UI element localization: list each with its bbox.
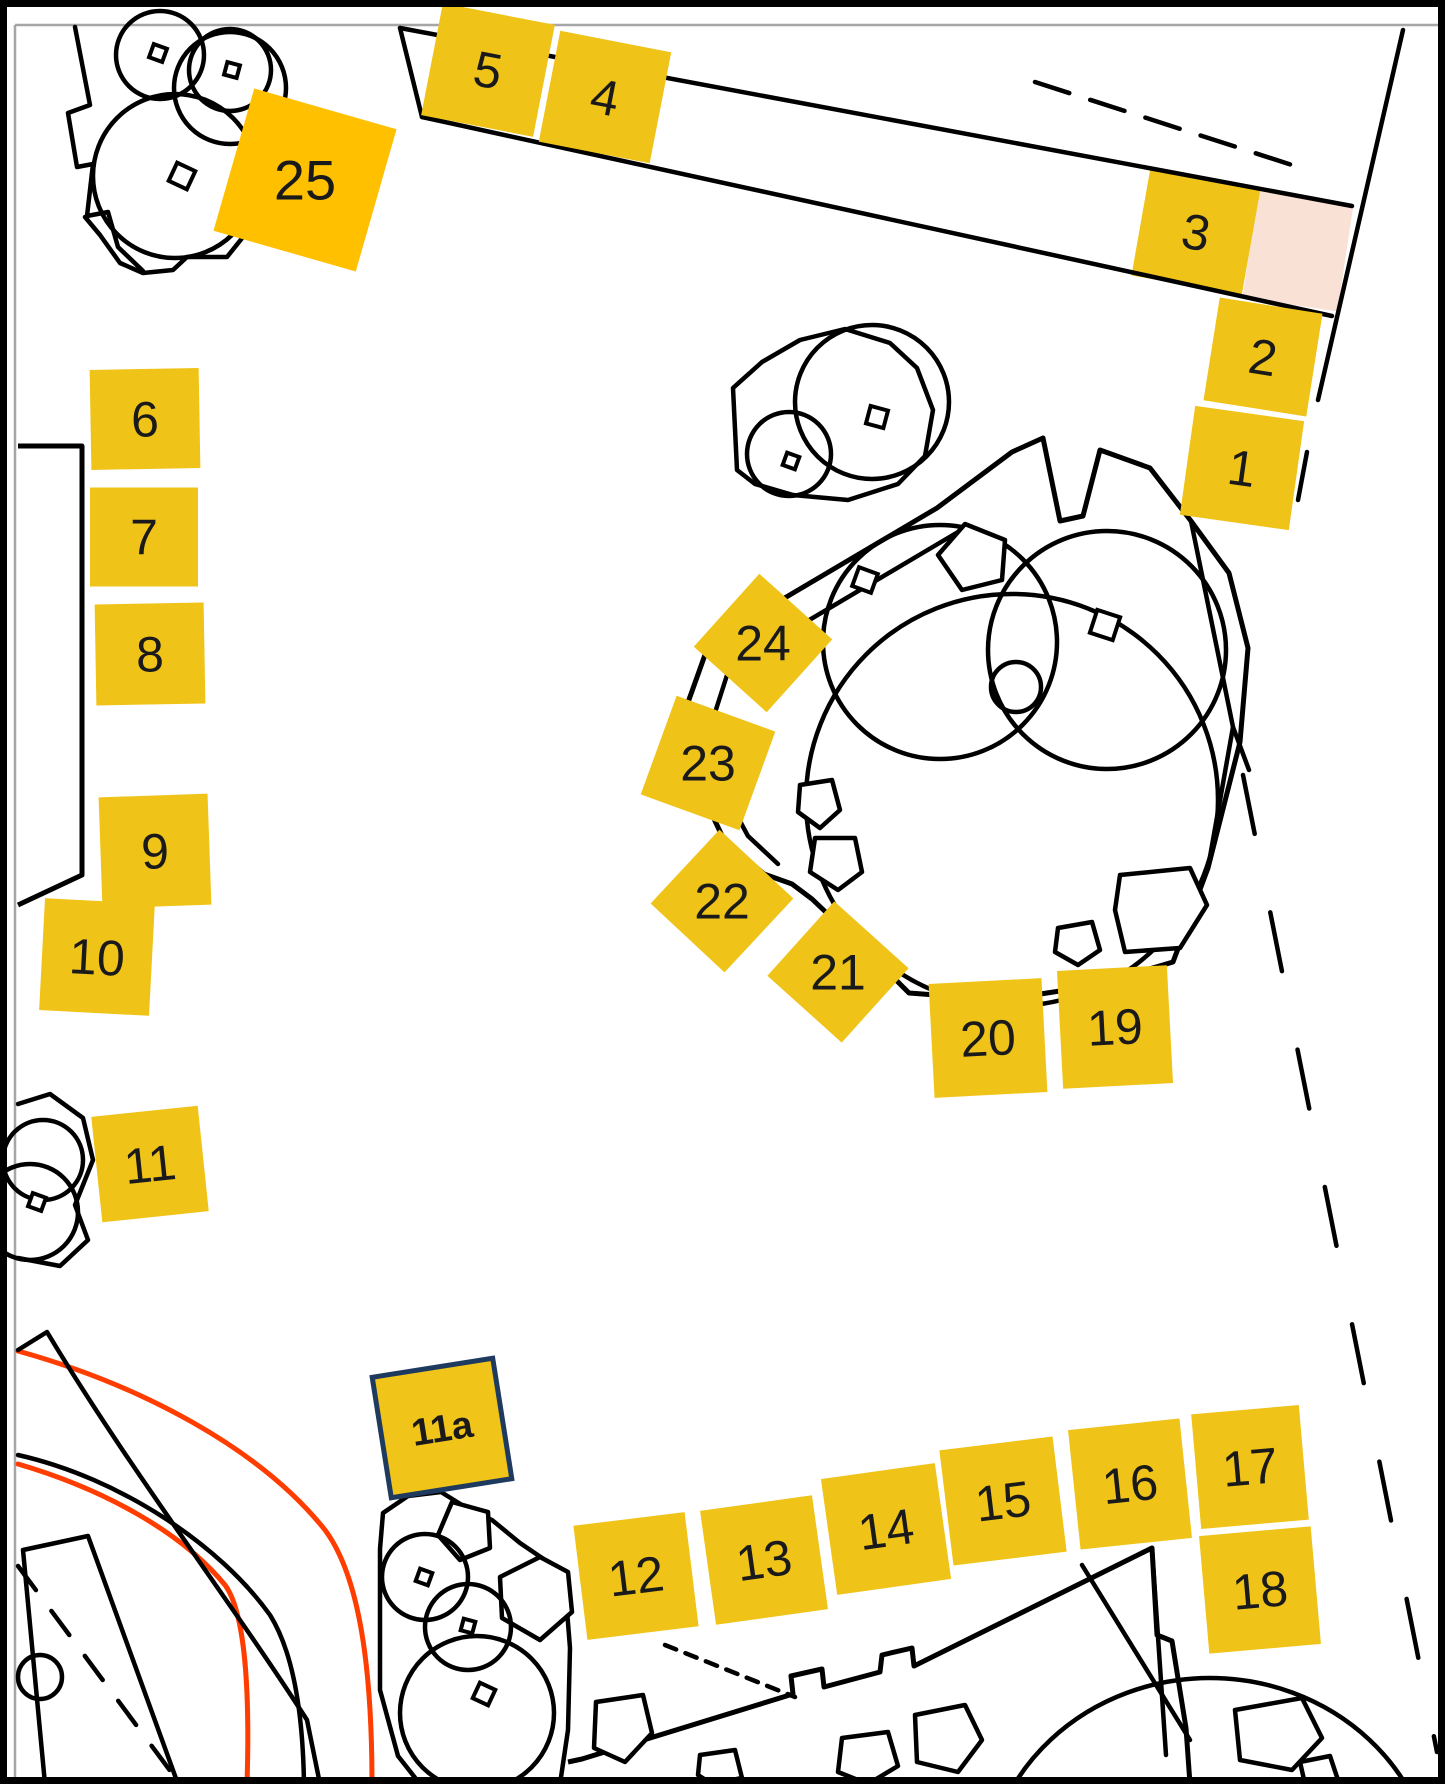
tree-canopy <box>988 531 1226 769</box>
reserved-plot-square[interactable] <box>1243 190 1354 311</box>
plot-marker-16[interactable] <box>1068 1418 1192 1549</box>
plot-marker-15[interactable] <box>939 1436 1066 1565</box>
plot-label: 12 <box>605 1545 668 1608</box>
tree-trunk-icon <box>169 163 196 190</box>
plot-label: 21 <box>810 944 866 1001</box>
tree-trunk-icon <box>1090 610 1120 640</box>
plot-marker-1[interactable] <box>1180 406 1304 530</box>
rock-shape <box>938 524 1005 590</box>
plot-marker-13[interactable] <box>700 1495 828 1625</box>
plot-label: 13 <box>732 1528 796 1593</box>
bottom-left-linework <box>18 1332 320 1784</box>
plot-marker-21[interactable] <box>767 901 908 1042</box>
rock-shape <box>838 1732 898 1784</box>
plot-marker-24[interactable] <box>694 574 832 712</box>
building-line <box>1152 1548 1166 1755</box>
rock-shape <box>798 780 840 828</box>
small-circle <box>991 662 1041 712</box>
plot-marker-25[interactable] <box>213 88 396 271</box>
plot-marker-12[interactable] <box>573 1512 698 1640</box>
plot-marker-11[interactable] <box>91 1106 208 1223</box>
plot-marker-4[interactable] <box>539 31 671 163</box>
red-path-inner <box>18 1464 248 1784</box>
road-left-cap <box>400 28 422 117</box>
plot-marker-18[interactable] <box>1199 1526 1321 1653</box>
rock-shape <box>594 1695 652 1762</box>
plot-label: 24 <box>735 615 791 672</box>
red-path-outer <box>18 1351 372 1784</box>
plot-label: 17 <box>1219 1437 1281 1498</box>
plot-label: 22 <box>694 873 750 930</box>
plot-label: 4 <box>585 67 624 128</box>
plot-marker-23[interactable] <box>641 696 776 831</box>
red-paths <box>18 1351 372 1784</box>
rock-shape <box>810 838 862 890</box>
tree-canopy-large <box>985 1678 1435 1784</box>
plot-label: 15 <box>972 1470 1035 1533</box>
tree-trunk-icon <box>224 62 240 78</box>
plot-marker-8[interactable] <box>95 603 206 706</box>
plot-marker-22[interactable] <box>651 830 794 973</box>
plot-marker-19[interactable] <box>1057 965 1173 1089</box>
plot-label: 9 <box>140 823 170 880</box>
plot-label: 10 <box>67 928 127 987</box>
tree-trunk-icon <box>461 1619 476 1634</box>
plot-label: 3 <box>1177 202 1215 263</box>
plot-label: 1 <box>1224 438 1260 499</box>
plot-marker-11a[interactable] <box>372 1358 512 1498</box>
tree-group-bottom-right <box>985 1678 1435 1784</box>
rock-shape <box>438 1502 490 1560</box>
plot-marker-2[interactable] <box>1204 298 1323 417</box>
plot-marker-14[interactable] <box>821 1463 951 1595</box>
tree-trunk-icon <box>852 567 878 593</box>
plot-label: 16 <box>1099 1453 1161 1516</box>
plot-label: 6 <box>130 391 160 448</box>
plot-marker-9[interactable] <box>99 794 212 909</box>
plot-label: 23 <box>680 735 736 792</box>
boundary-dash-segment <box>1298 452 1307 500</box>
plot-label: 11 <box>121 1133 179 1196</box>
plot-label: 5 <box>468 40 507 101</box>
plot-label: 7 <box>130 509 158 566</box>
tree-trunk-icon <box>28 1193 46 1211</box>
left-building-outline <box>18 446 82 905</box>
dashed-connector <box>665 1645 795 1697</box>
tree-group-middle <box>733 325 949 500</box>
plot-label: 8 <box>135 626 165 683</box>
plot-marker-5[interactable] <box>421 3 555 137</box>
plot-label: 19 <box>1085 998 1145 1057</box>
plot-label: 25 <box>273 148 337 212</box>
tree-trunk-icon <box>783 453 800 470</box>
tree-canopy-large <box>400 1636 554 1784</box>
plot-marker-20[interactable] <box>929 978 1048 1098</box>
reserved-plot[interactable] <box>1243 190 1354 311</box>
tree-trunk-icon <box>416 1569 433 1586</box>
plot-marker-6[interactable] <box>90 368 201 470</box>
tree-trunk-icon <box>473 1683 496 1706</box>
plot-label: 2 <box>1244 327 1282 388</box>
tree-group-bottom <box>380 1492 572 1784</box>
tree-canopy <box>795 325 949 479</box>
plot-marker-17[interactable] <box>1191 1405 1309 1529</box>
small-circle <box>18 1655 62 1699</box>
jagged-boundary <box>68 27 143 271</box>
plot-label: 14 <box>854 1497 918 1562</box>
plot-marker-7[interactable] <box>90 488 198 587</box>
tree-trunk-icon <box>866 406 888 428</box>
plot-label: 20 <box>958 1009 1018 1068</box>
rock-shape <box>1115 868 1207 952</box>
tree-trunk-icon <box>149 44 167 62</box>
diagonal-line <box>18 1332 320 1784</box>
rock-shape <box>1055 922 1100 965</box>
plot-label: 18 <box>1229 1560 1291 1621</box>
plot-marker-10[interactable] <box>39 898 155 1016</box>
rock-shape <box>915 1705 982 1772</box>
plot-label: 11a <box>408 1403 476 1455</box>
